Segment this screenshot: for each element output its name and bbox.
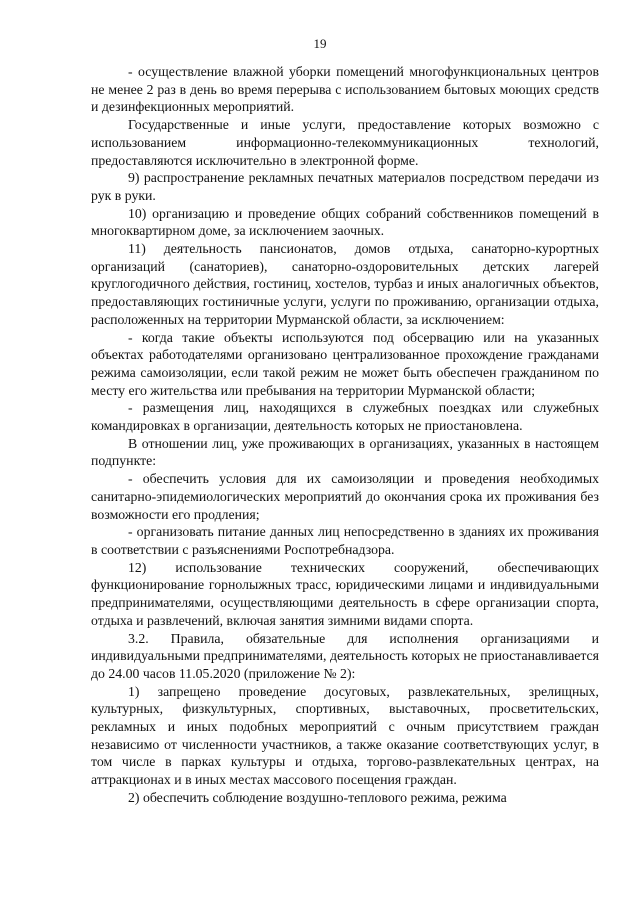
page-number: 19 bbox=[313, 36, 327, 51]
paragraph-item-9: 9) распространение рекламных печатных материалов посредством передачи из рук в руки. bbox=[91, 170, 599, 203]
paragraph-self-isolation: - обеспечить условия для их самоизоляции и проведения необходимых санитарно-эпидемиологических мероприятий до окончания срока их проживания без возможности его продления; bbox=[91, 471, 599, 522]
paragraph-wet-cleaning: - осуществление влажной уборки помещений многофункциональных центров не менее 2 раз в день во время перерыва с использованием бытовых моющих средств и дезинфекционных мероприятий. bbox=[91, 64, 599, 115]
paragraph-section-3-2: 3.2. Правила, обязательные для исполнения организациями и индивидуальными предпринимателями, деятельность которых не приостанавливается до 24.00 часов 11.05.2020 (приложение № 2): bbox=[91, 630, 599, 681]
paragraph-item-11: 11) деятельность пансионатов, домов отдыха, санаторно-курортных организаций (санаториев), санаторно-оздоровительных детских лагерей круглогодичного действия, гостиниц, хостелов, турбаз и иных аналогичных объектов, предоставляющих гостиничные услуги, услуги по проживанию, организации отдыха, расположенных на территории Мурманской области, за исключением: bbox=[91, 241, 599, 327]
paragraph-meals: - организовать питание данных лиц непосредственно в зданиях их проживания в соответствии с разъяснениями Роспотребнадзора. bbox=[91, 524, 599, 557]
paragraph-residents: В отношении лиц, уже проживающих в организациях, указанных в настоящем подпункте: bbox=[91, 435, 599, 469]
paragraph-item-12: 12) использование технических сооружений, обеспечивающих функционирование горнолыжных трасс, юридическими лицами и индивидуальными предпринимателями, осуществляющими деятельность в сфере организации спорта, отдыха и развлечений, включая занятия зимними видами спорта. bbox=[91, 559, 599, 628]
paragraph-rule-1: 1) запрещено проведение досуговых, развлекательных, зрелищных, культурных, физкультурных, спортивных, выставочных, просветительских, рекламных и иных подобных мероприятий с очным присутствием граждан независимо от численности участников, а также оказание соответствующих услуг, в том числе в парках культуры и отдыха, торгово-развлекательных центрах, на аттракционах и в иных местах массового посещения граждан. bbox=[91, 683, 599, 788]
paragraph-rule-2: 2) обеспечить соблюдение воздушно-теплового режима, режима bbox=[128, 789, 507, 805]
paragraph-electronic-services: Государственные и иные услуги, предоставление которых возможно с использованием информационно-телекоммуникационных технологий, предоставляются исключительно в электронной форме. bbox=[91, 117, 599, 168]
paragraph-business-trips-exception: - размещения лиц, находящихся в служебных поездках или служебных командировках в организации, деятельность которых не приостановлена. bbox=[91, 400, 599, 434]
document-body bbox=[91, 63, 599, 807]
paragraph-observation-exception: - когда такие объекты используются под обсервацию или на указанных объектах работодателями организовано централизованное прохождение гражданами режима самоизоляции, если такой режим не может быть обеспечен гражданином по месту его жительства или пребывания на территории Мурманской области; bbox=[91, 329, 599, 398]
paragraph-item-10: 10) организацию и проведение общих собраний собственников помещений в многоквартирном доме, за исключением заочных. bbox=[91, 205, 599, 239]
